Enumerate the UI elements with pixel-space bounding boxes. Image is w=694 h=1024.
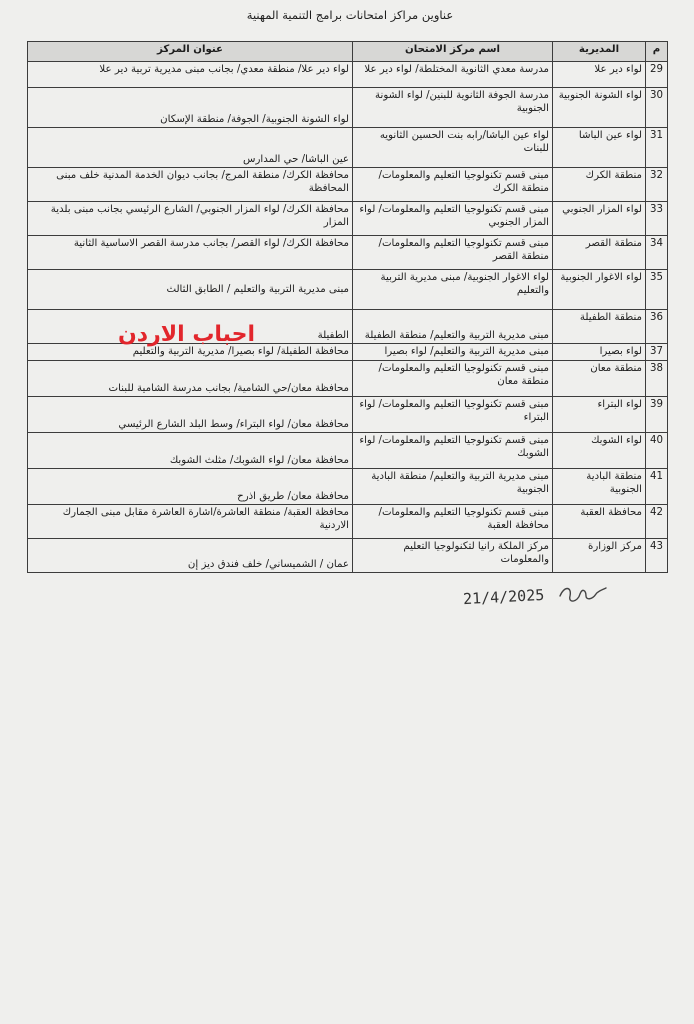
row-directorate: محافظة العقبة — [553, 505, 646, 539]
table-header-row — [28, 42, 668, 62]
signature-icon — [556, 582, 608, 608]
row-center-name: مبنى قسم تكنولوجيا التعليم والمعلومات/ لواء الشوبك — [353, 433, 553, 469]
table-row — [28, 505, 668, 539]
row-center-name: مبنى مديرية التربية والتعليم/ لواء بصيرا — [353, 344, 553, 361]
row-number: 40 — [646, 433, 668, 469]
row-center-address: محافظة معان/ طريق اذرح — [28, 469, 353, 505]
row-directorate: لواء الشوبك — [553, 433, 646, 469]
row-directorate: لواء البتراء — [553, 397, 646, 433]
table-row — [28, 88, 668, 128]
row-number: 35 — [646, 270, 668, 310]
row-center-name: مبنى قسم تكنولوجيا التعليم والمعلومات/ لواء البتراء — [353, 397, 553, 433]
table-row — [28, 469, 668, 505]
exam-centers-table — [27, 41, 668, 573]
row-center-address: عمان / الشميساني/ خلف فندق ديز إن — [28, 539, 353, 573]
row-center-address: محافظة العقبة/ منطقة العاشرة/اشارة العاشرة مقابل مبنى الجمارك الاردنية — [28, 505, 353, 539]
table-row — [28, 433, 668, 469]
table-row — [28, 270, 668, 310]
row-directorate: لواء عين الباشا — [553, 128, 646, 168]
row-number: 42 — [646, 505, 668, 539]
row-center-address: محافظة الكرك/ لواء المزار الجنوبي/ الشارع الرئيسي بجانب مبنى بلدية المزار — [28, 202, 353, 236]
row-center-name: مركز الملكة رانيا لتكنولوجيا التعليم والمعلومات — [353, 539, 553, 573]
row-center-address: لواء الشونة الجنوبية/ الجوفة/ منطقة الإسكان — [28, 88, 353, 128]
row-center-name: مبنى قسم تكنولوجيا التعليم والمعلومات/ لواء المزار الجنوبي — [353, 202, 553, 236]
row-center-name: مدرسة الجوفة الثانوية للبنين/ لواء الشونة الجنوبية — [353, 88, 553, 128]
row-center-address: محافظة معان/ لواء الشوبك/ مثلث الشوبك — [28, 433, 353, 469]
table-row — [28, 397, 668, 433]
row-directorate: منطقة الكرك — [553, 168, 646, 202]
row-directorate: منطقة معان — [553, 361, 646, 397]
row-center-address: مبنى مديرية التربية والتعليم / الطابق الثالث — [28, 270, 353, 310]
row-center-address: محافظة الكرك/ لواء القصر/ بجانب مدرسة القصر الاساسية الثانية — [28, 236, 353, 270]
row-number: 37 — [646, 344, 668, 361]
table-row — [28, 236, 668, 270]
document-title: عناوين مراكز امتحانات برامج التنمية المهنية — [246, 8, 454, 22]
row-center-name: لواء الاغوار الجنوبية/ مبنى مديرية التربية والتعليم — [353, 270, 553, 310]
row-directorate: منطقة الطفيلة — [553, 310, 646, 344]
row-directorate: لواء المزار الجنوبي — [553, 202, 646, 236]
table-row — [28, 168, 668, 202]
header-center-name: اسم مركز الامتحان — [353, 42, 553, 62]
row-center-address: عين الباشا/ حي المدارس — [28, 128, 353, 168]
row-center-name: مدرسة معدي الثانوية المختلطة/ لواء دير علا — [353, 62, 553, 88]
row-center-name: مبنى مديرية التربية والتعليم/ منطقة البادية الجنوبية — [353, 469, 553, 505]
row-center-name: مبنى قسم تكنولوجيا التعليم والمعلومات/ محافظة العقبة — [353, 505, 553, 539]
row-number: 36 — [646, 310, 668, 344]
table-row — [28, 62, 668, 88]
row-directorate: لواء الاغوار الجنوبية — [553, 270, 646, 310]
row-center-name: مبنى قسم تكنولوجيا التعليم والمعلومات/ منطقة معان — [353, 361, 553, 397]
row-directorate: منطقة القصر — [553, 236, 646, 270]
row-number: 33 — [646, 202, 668, 236]
row-number: 41 — [646, 469, 668, 505]
header-directorate: المديرية — [553, 42, 646, 62]
row-number: 43 — [646, 539, 668, 573]
row-directorate: لواء الشونة الجنوبية — [553, 88, 646, 128]
watermark-text: احباب الاردن — [118, 322, 256, 347]
row-number: 30 — [646, 88, 668, 128]
row-directorate: منطقة البادية الجنوبية — [553, 469, 646, 505]
row-center-address: الطفيلة — [28, 310, 353, 344]
header-number: م — [646, 42, 668, 62]
handwritten-date: 21/4/2025 — [462, 585, 545, 609]
row-directorate: مركز الوزارة — [553, 539, 646, 573]
table-row — [28, 539, 668, 573]
row-directorate: لواء بصيرا — [553, 344, 646, 361]
row-number: 34 — [646, 236, 668, 270]
row-center-address: محافظة معان/ لواء البتراء/ وسط البلد الشارع الرئيسي — [28, 397, 353, 433]
row-number: 39 — [646, 397, 668, 433]
row-directorate: لواء دير علا — [553, 62, 646, 88]
table-row — [28, 128, 668, 168]
row-center-name: مبنى مديرية التربية والتعليم/ منطقة الطفيلة — [353, 310, 553, 344]
table-row — [28, 361, 668, 397]
row-number: 32 — [646, 168, 668, 202]
row-number: 31 — [646, 128, 668, 168]
row-center-name: مبنى قسم تكنولوجيا التعليم والمعلومات/ منطقة الكرك — [353, 168, 553, 202]
row-center-name: لواء عين الباشا/رابه بنت الحسين الثانويه للبنات — [353, 128, 553, 168]
row-center-address: محافظة الكرك/ منطقة المرج/ بجانب ديوان الخدمة المدنية خلف مبنى المحافظة — [28, 168, 353, 202]
row-number: 38 — [646, 361, 668, 397]
header-center-address: عنوان المركز — [28, 42, 353, 62]
row-number: 29 — [646, 62, 668, 88]
row-center-address: محافظة الطفيلة/ لواء بصيرا/ مديرية التربية والتعليم — [28, 344, 353, 361]
row-center-address: محافظة معان/حي الشامية/ بجانب مدرسة الشامية للبنات — [28, 361, 353, 397]
row-center-name: مبنى قسم تكنولوجيا التعليم والمعلومات/ منطقة القصر — [353, 236, 553, 270]
table-row — [28, 202, 668, 236]
row-center-address: لواء دير علا/ منطقة معدي/ بجانب مبنى مديرية تربية دير علا — [28, 62, 353, 88]
